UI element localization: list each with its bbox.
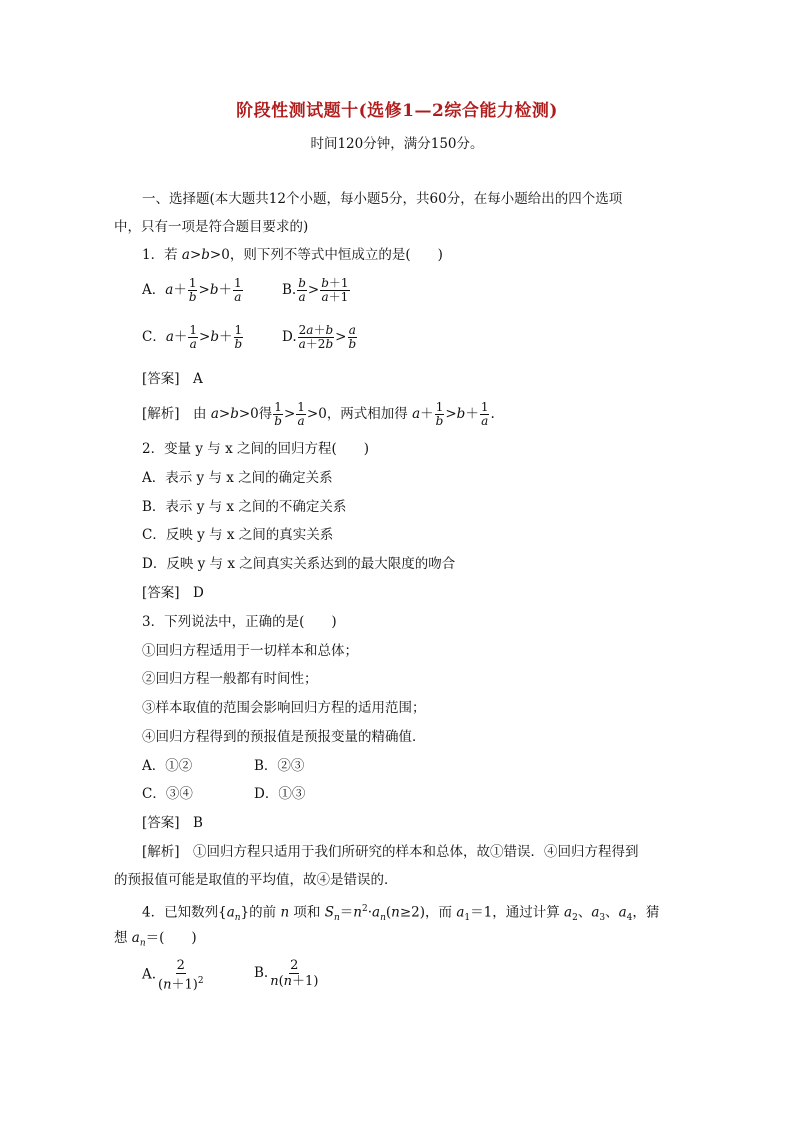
- q3-option-b: B．②③: [254, 758, 305, 774]
- q1-option-c: C．a＋ $\frac{1}{a}$ >b＋ $\frac{1}{b}$: [142, 323, 243, 351]
- q2-option-b: B．表示 y 与 x 之间的不确定关系: [142, 499, 347, 515]
- q2-option-a: A．表示 y 与 x 之间的确定关系: [142, 470, 333, 486]
- page-title: 阶段性测试题十(选修1—2综合能力检测): [236, 101, 558, 121]
- q3-statement-4: ④回归方程得到的预报值是预报变量的精确值．: [142, 729, 426, 745]
- q3-stem: 3．下列说法中，正确的是( ): [142, 614, 337, 630]
- page-subtitle: 时间120分钟，满分150分。: [310, 136, 484, 152]
- q1-option-b: B. $\frac{b}{a}$ > $\frac{b+1}{a+1}$: [282, 276, 349, 304]
- q3-analysis-line1: [解析] ①回归方程只适用于我们所研究的样本和总体，故①错误．④回归方程得到: [142, 844, 639, 860]
- q2-option-d: D．反映 y 与 x 之间真实关系达到的最大限度的吻合: [142, 556, 456, 572]
- q4-option-b: B. $\frac{2}{n(n+1)}$: [254, 958, 319, 989]
- q1-answer: [答案] A: [142, 371, 203, 387]
- q3-option-a: A．①②: [142, 758, 193, 774]
- q4-stem-line1: 4．已知数列$\{a_n\}$的前 n 项和 $S_n=n^2\cdot a_n(n\ge 2)$，而 $a_1=1$，通过计算 $a_2$、$a_3$、$a_4$，猜: [142, 904, 660, 924]
- q3-statement-3: ③样本取值的范围会影响回归方程的适用范围；: [142, 700, 426, 716]
- q3-option-c: C．③④: [142, 786, 193, 802]
- q2-answer: [答案] D: [142, 585, 204, 601]
- section-heading-line2: 中，只有一项是符合题目要求的): [114, 219, 309, 235]
- q3-statement-2: ②回归方程一般都有时间性；: [142, 671, 318, 687]
- q2-stem: 2．变量 y 与 x 之间的回归方程( ): [142, 441, 370, 457]
- q1-option-d: D. $\frac{2a+b}{a+2b}$ > $\frac{a}{b}$: [282, 323, 357, 351]
- q3-option-d: D．①③: [254, 786, 306, 802]
- q3-analysis-line2: 的预报值可能是取值的平均值，故④是错误的．: [114, 872, 398, 888]
- q4-stem-line2: 想 $a_n=$( ): [114, 930, 197, 949]
- q1-analysis: [解析] 由 a>b>0得 $\frac{1}{b}$ > $\frac{1}{a}$ >0，两式相加得 a＋ $\frac{1}{b}$ >b＋ $\frac{1}{a}$ .: [142, 400, 495, 428]
- q1-stem: 1．若 a>b>0，则下列不等式中恒成立的是( ): [142, 247, 443, 263]
- section-heading-line1: 一、选择题(本大题共12个小题，每小题5分，共60分，在每小题给出的四个选项: [142, 191, 623, 207]
- q1-option-a: A．a＋ $\frac{1}{b}$ >b＋ $\frac{1}{a}$: [142, 276, 242, 304]
- q4-option-a: A. $\frac{2}{(n+1)^2}$: [142, 958, 204, 993]
- q3-statement-1: ①回归方程适用于一切样本和总体；: [142, 643, 358, 659]
- q3-answer: [答案] B: [142, 815, 203, 831]
- q2-option-c: C．反映 y 与 x 之间的真实关系: [142, 527, 334, 543]
